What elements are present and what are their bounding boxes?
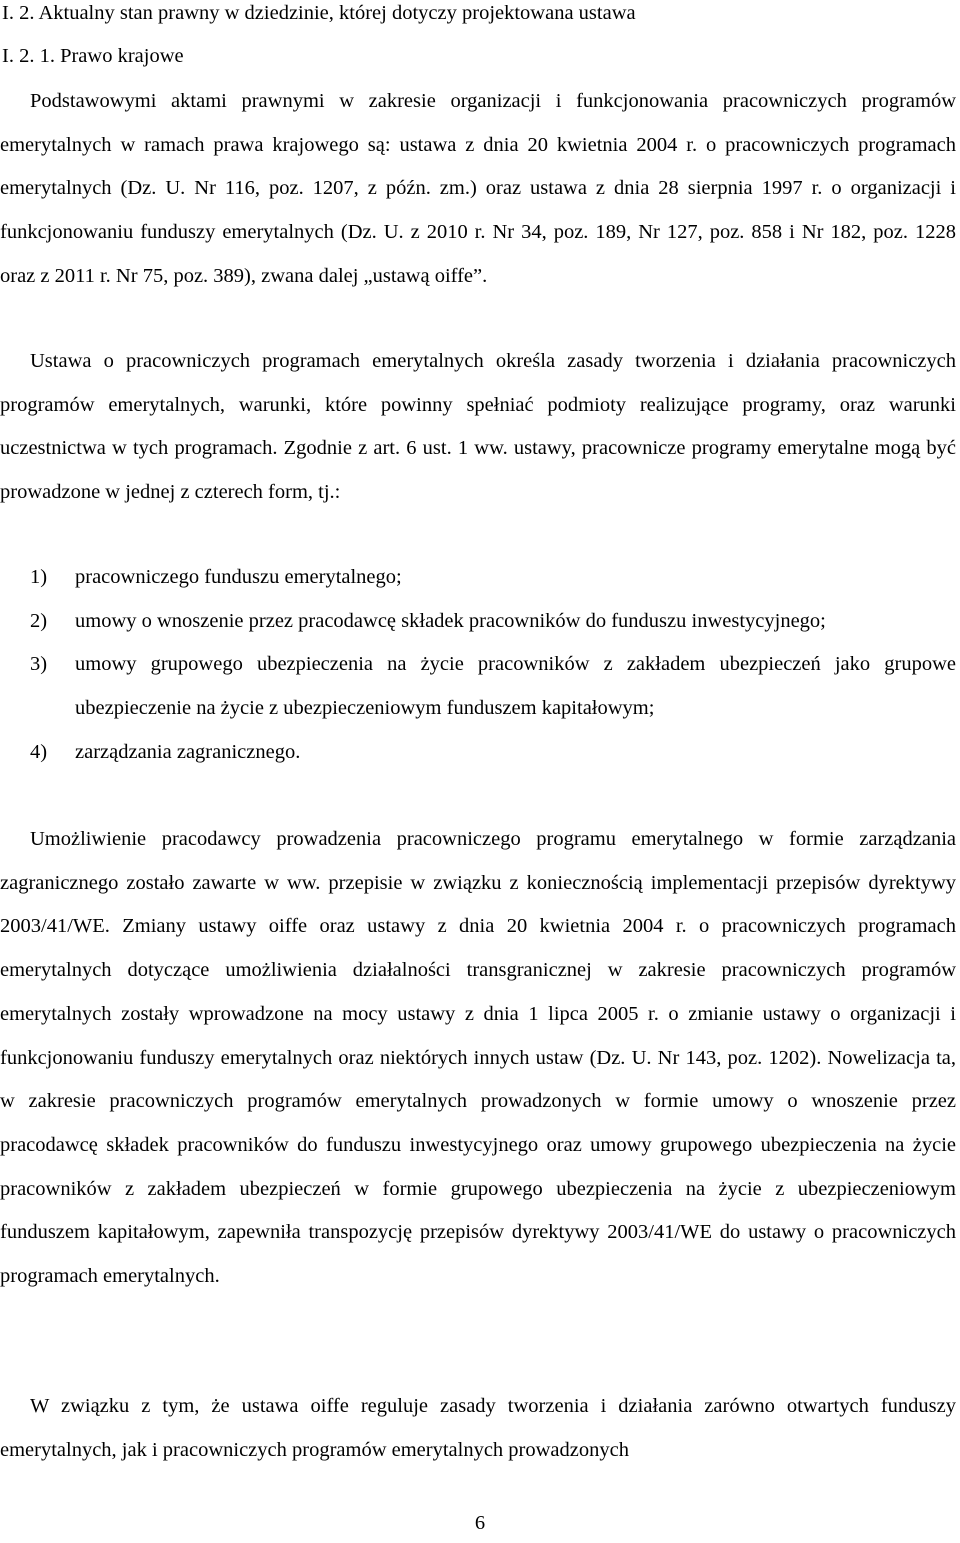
list-item-number: 2) xyxy=(30,609,48,632)
list-item-text: umowy grupowego ubezpieczenia na życie pracowników z zakładem ubezpieczeń jako grupowe ubezpieczenie na życie z ubezpieczeniowym funduszem kapitałowym; xyxy=(75,653,956,720)
page-number: 6 xyxy=(474,1512,486,1534)
list-item-text: pracowniczego funduszu emerytalnego; xyxy=(75,566,402,588)
paragraph-foreign-management: Umożliwienie pracodawcy prowadzenia pracowniczego programu emerytalnego w formie zarządzania zagranicznego zostało zawarte w ww. przepisie w związku z koniecznością implementacji przepisów dyrektywy 2003/41/WE. Zmiany ustawy oiffe oraz ustawy z dnia 20 kwietnia 2004 r. o pracowniczych programach emerytalnych dotyczące umożliwienia działalności transgranicznej w zakresie pracowniczych programów emerytalnych zostały wprowadzone na mocy ustawy z dnia 1 lipca 2005 r. o zmianie ustawy o organizacji i funkcjonowaniu funduszy emerytalnych oraz niektórych innych ustaw (Dz. U. Nr 143, poz. 1202). Nowelizacja ta, w zakresie pracowniczych programów emerytalnych prowadzonych w formie umowy o wnoszenie przez pracodawcę składek pracowników do funduszu inwestycyjnego oraz umowy grupowego ubezpieczenia na życie pracowników z zakładem ubezpieczeń w formie grupowego ubezpieczenia na życie z ubezpieczeniowym funduszem kapitałowym, zapewniła transpozycję przepisów dyrektywy 2003/41/WE do ustawy o pracowniczych programach emerytalnych. xyxy=(0,828,956,1288)
paragraph-act-scope: Ustawa o pracowniczych programach emerytalnych określa zasady tworzenia i działania pracowniczych programów emerytalnych, warunki, które powinny spełniać podmioty realizujące programy, oraz warunki uczestnictwa w tych programach. Zgodnie z art. 6 ust. 1 ww. ustawy, pracownicze programy emerytalne mogą być prowadzone w jednej z czterech form, tj.: xyxy=(0,350,956,504)
forms-list xyxy=(30,556,956,775)
list-item-text: zarządzania zagranicznego. xyxy=(75,740,301,763)
list-item xyxy=(30,600,956,644)
section-heading: I. 2. Aktualny stan prawny w dziedzinie, której dotyczy projektowana ustawa xyxy=(2,2,636,24)
list-item-number: 3) xyxy=(30,653,48,676)
paragraph-oiffe-regulation: W związku z tym, że ustawa oiffe reguluje zasady tworzenia i działania zarówno otwartych funduszy emerytalnych, jak i pracowniczych programów emerytalnych prowadzonych xyxy=(0,1395,956,1461)
list-item xyxy=(30,556,956,600)
list-item xyxy=(30,731,956,775)
list-item xyxy=(30,643,956,730)
paragraph-legal-acts: Podstawowymi aktami prawnymi w zakresie organizacji i funkcjonowania pracowniczych programów emerytalnych w ramach prawa krajowego są: ustawa z dnia 20 kwietnia 2004 r. o pracowniczych programach emerytalnych (Dz. U. Nr 116, poz. 1207, z późn. zm.) oraz ustawa z dnia 28 sierpnia 1997 r. o organizacji i funkcjonowaniu funduszy emerytalnych (Dz. U. z 2010 r. Nr 34, poz. 189, Nr 127, poz. 858 i Nr 182, poz. 1228 oraz z 2011 r. Nr 75, poz. 389), zwana dalej „ustawą oiffe”. xyxy=(0,90,956,287)
list-item-number: 4) xyxy=(30,740,48,763)
list-item-text: umowy o wnoszenie przez pracodawcę składek pracowników do funduszu inwestycyjnego; xyxy=(75,609,826,632)
list-item-number: 1) xyxy=(30,566,48,588)
subsection-heading: I. 2. 1. Prawo krajowe xyxy=(2,45,184,67)
